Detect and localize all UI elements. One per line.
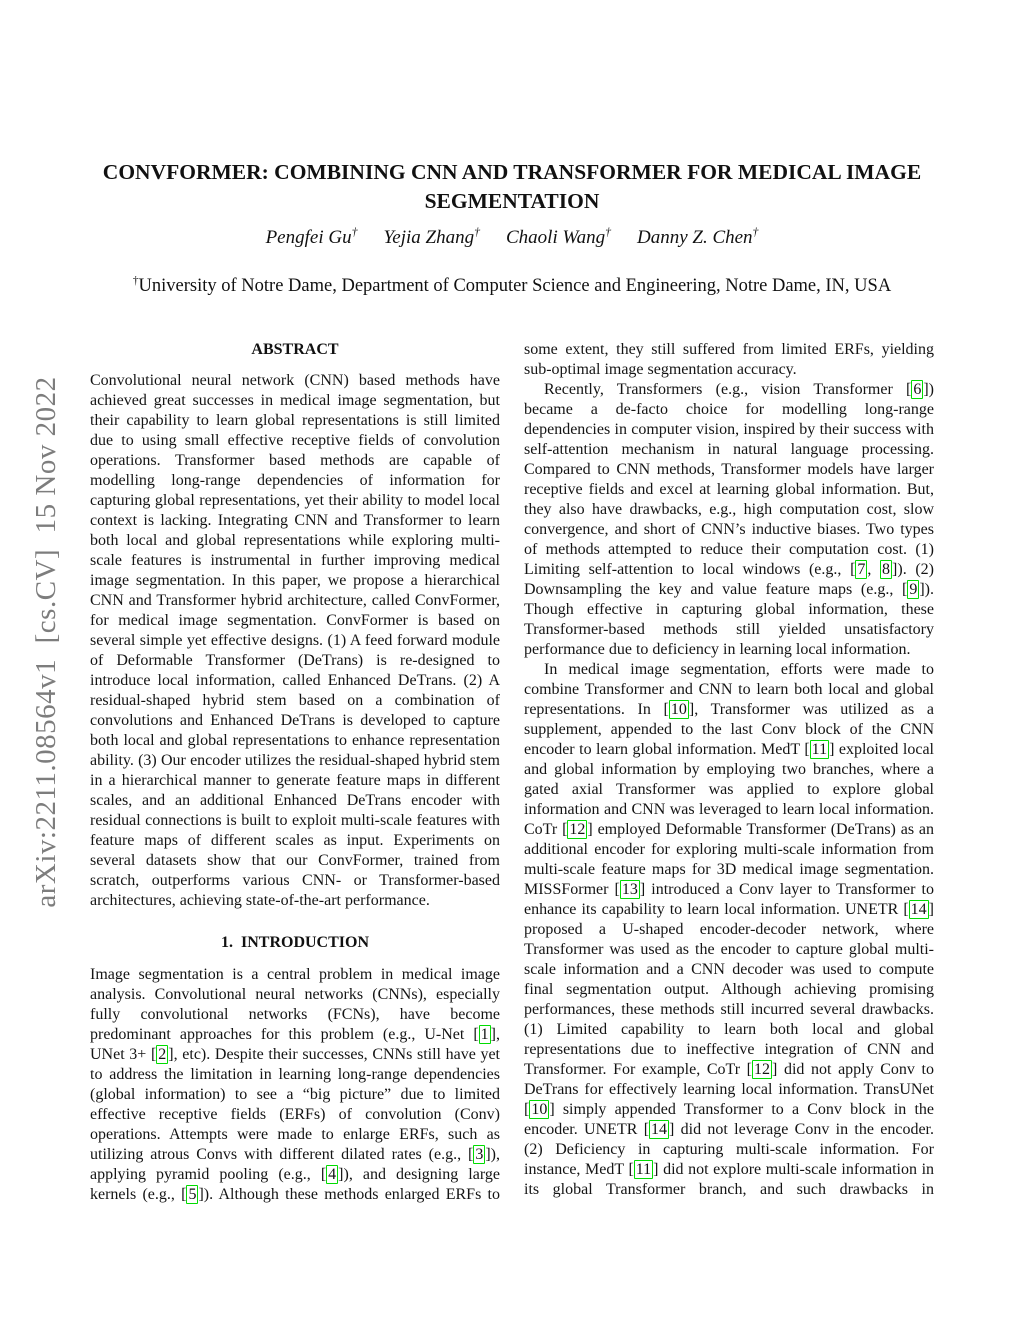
citation-link[interactable]: 12 [753,1061,770,1078]
author-name: Chaoli Wang† [506,225,611,248]
citation-link[interactable]: 8 [882,561,891,578]
citation-link[interactable]: 2 [158,1046,167,1063]
citation-link[interactable]: 6 [913,381,922,398]
body-paragraph: some extent, they still suffered from limited ERFs, yielding sub-optimal image segmentation accuracy. [524,341,934,378]
citation-link[interactable]: 13 [621,881,638,898]
author-name: Danny Z. Chen† [636,225,759,248]
citation-link[interactable]: 1 [480,1026,489,1043]
citation-link[interactable]: 10 [531,1101,548,1118]
affiliation-mark: † [132,274,139,287]
citation-link[interactable]: 9 [909,581,918,598]
affiliation-text: University of Notre Dame, Department of Computer Science and Engineering, Notre Dame, IN, USA [138,276,892,296]
left-column [90,340,500,1205]
affiliation [0,276,1024,297]
arxiv-watermark: arXiv:2211.08564v1 [cs.CV] 15 Nov 2022 [30,376,62,908]
author-mark: † [605,225,611,239]
paper-title: CONVFORMER: COMBINING CNN AND TRANSFORMER FOR MEDICAL IMAGE SEGMENTATION [102,160,922,213]
introduction-heading: 1. INTRODUCTION [220,934,369,951]
author-name: Yejia Zhang† [383,225,480,248]
author-mark: † [752,225,759,239]
citation-link[interactable]: 3 [475,1146,484,1163]
abstract-paragraph: Convolutional neural network (CNN) based methods have achieved great successes in medical image segmentation, but their capability to learn global representations is still limited due to using small effective receptive fields of convolution operations. Transformer based methods are capable of modelling long-range dependencies of information for capturing global representations, yet their ability to model local context is lacking. Integrating CNN and Transformer to learn both local and global representations while exploring multi-scale features is instrumental in further improving medical image segmentation. In this paper, we propose a hierarchical CNN and Transformer hybrid architecture, called ConvFormer, for medical image segmentation. ConvFormer is based on several simple yet effective designs. (1) A feed forward module of Deformable Transformer (DeTrans) is re-designed to introduce local information, called Enhanced DeTrans. (2) A residual-shaped hybrid stem based on a combination of convolutions and Enhanced DeTrans is developed to capture both local and global representations to enhance representation ability. (3) Our encoder utilizes the residual-shaped hybrid stem in a hierarchical manner to generate feature maps in different scales, and an additional Enhanced DeTrans encoder with residual connections is built to exploit multi-scale features with feature maps of different scales as input. Experiments on several datasets show that our ConvFormer, trained from scratch, outperforms various CNN- or Transformer-based architectures, achieving state-of-the-art performance. [90,372,500,909]
introduction-paragraph: Image segmentation is a central problem in medical image analysis. Convolutional neural networks (CNNs), especially fully convolutional networks (FCNs), have become predominant approaches for this problem (e.g., U-Net [ 1 ], UNet 3+ [ 2 ], etc). Despite their successes, CNNs still have yet to address the limitation in learning long-range dependencies (global information) to see a “big picture” due to limited effective receptive fields (ERFs) of convolution (Conv) operations. Attempts were made to enlarge ERFs, such as utilizing atrous Convs with different dilated rates (e.g., [ 3 ]), applying pyramid pooling (e.g., [ 4 ]), and designing large kernels (e.g., [ 5 ]). Although these methods enlarged ERFs to [90,966,500,1203]
citation-link[interactable]: 14 [651,1121,668,1138]
body-paragraph: In medical image segmentation, efforts were made to combine Transformer and CNN to learn both local and global representations. In [ 10 ], Transformer was utilized as a supplement, appended to the last Conv block of the CNN encoder to learn global information. MedT [ 11 ] exploited local and global information by employing two branches, where a gated axial Transformer was applied to explore global information and CNN was leveraged to learn local information. CoTr [ 12 ] employed Deformable Transformer (DeTrans) as an additional encoder for exploring multi-scale information from multi-scale feature maps for 3D medical image segmentation. MISSFormer [ 13 ] introduced a Conv layer to Transformer to enhance its capability to learn local information. UNETR [ 14 ] proposed a U-shaped encoder-decoder network, where Transformer was used as the encoder to capture global multi-scale information and a CNN decoder was used to compute final segmentation output. Although achieving promising performances, these methods still incurred several drawbacks. (1) Limited capability to learn both local and global representations due to ineffective integration of CNN and Transformer. For example, CoTr [ 12 ] did not apply Conv to DeTrans for effectively learning local information. TransUNet [ 10 ] simply appended Transformer to a Conv block in the encoder. UNETR [ 14 ] did not leverage Conv in the encoder. (2) Deficiency in capturing multi-scale information. For instance, MedT [ 11 ] did not explore multi-scale information in its global Transformer branch, and such drawbacks in [524,661,935,1198]
citation-link[interactable]: 10 [670,701,687,718]
citation-link[interactable]: 4 [328,1166,337,1183]
author-mark: † [351,225,358,239]
citation-link[interactable]: 11 [811,741,828,758]
author-mark: † [474,225,480,239]
citation-link[interactable]: 7 [857,561,866,578]
citation-link[interactable]: 11 [635,1161,652,1178]
authors-row [0,227,1024,249]
citation-link[interactable]: 5 [188,1186,197,1203]
body-paragraph: Recently, Transformers (e.g., vision Transformer [ 6 ]) became a de-facto choice for modelling long-range dependencies in computer vision, inspired by their success with self-attention mechanism in natural language processing. Compared to CNN methods, Transformer models have larger receptive fields and excel at learning global information. But, they also have drawbacks, e.g., high computation cost, slow convergence, and short of CNN’s inductive biases. Two types of methods attempted to reduce their computation cost. (1) Limiting self-attention to local windows (e.g., [ 7 , 8 ]). (2) Downsampling the key and value feature maps (e.g., [ 9 ]). Though effective in capturing global information, these Transformer-based methods still yielded unsatisfactory performance due to deficiency in learning local information. [524,381,935,658]
citation-link[interactable]: 14 [910,901,927,918]
author-name: Pengfei Gu† [265,225,358,248]
right-column [524,340,934,1200]
abstract-heading: ABSTRACT [251,341,339,358]
citation-link[interactable]: 12 [569,821,586,838]
